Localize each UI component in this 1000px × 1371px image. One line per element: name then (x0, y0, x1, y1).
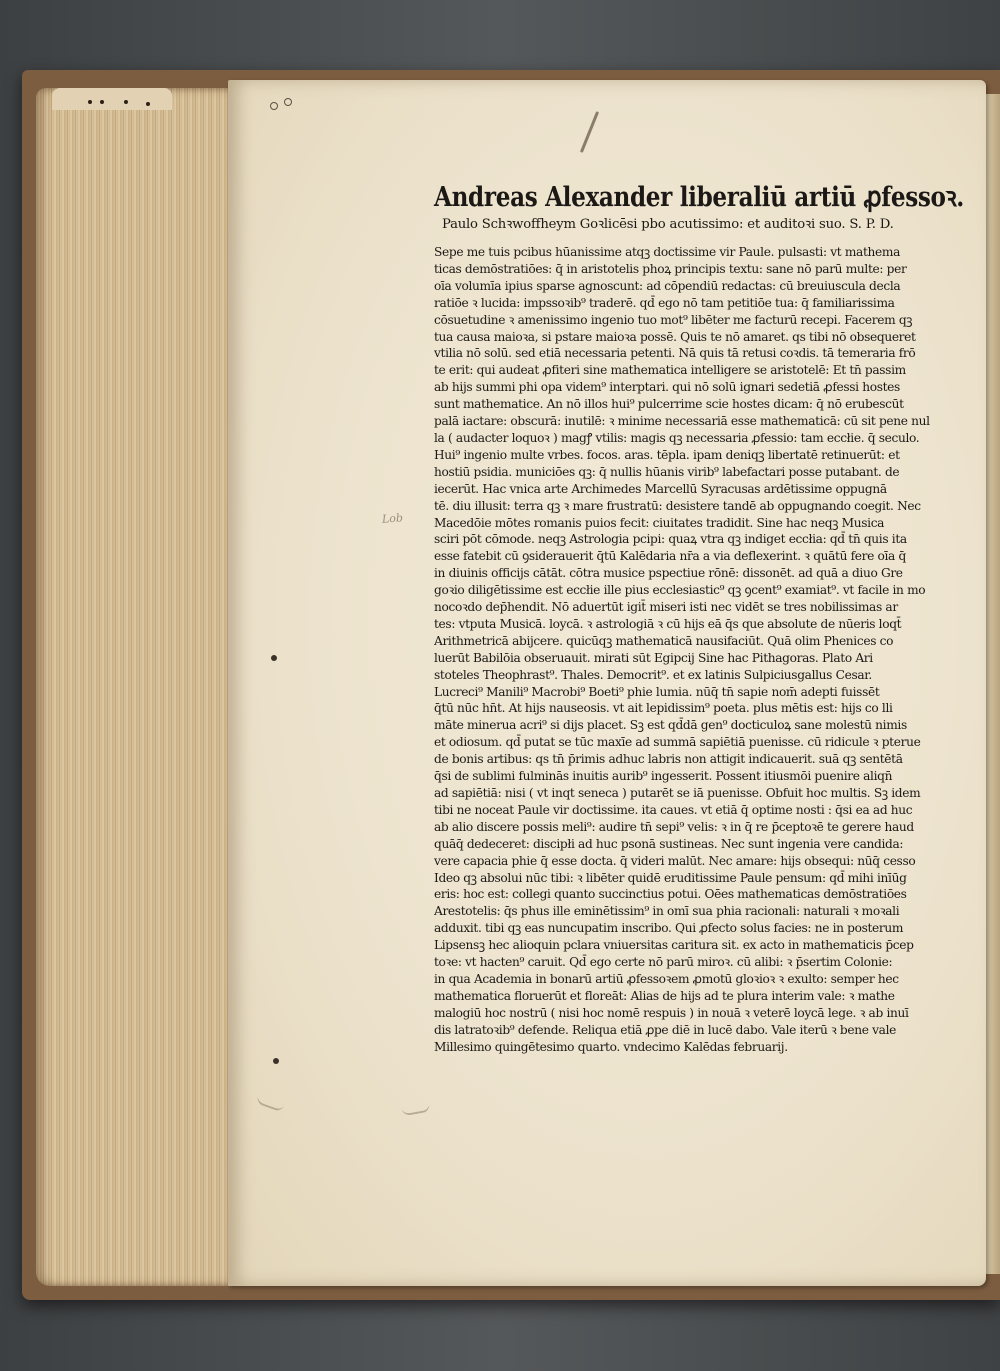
text-line: adduxit. tibi qꝫ eas nuncupatim inscribo. Qui ꝓfecto solus facies: ne in posterum (434, 921, 904, 936)
text-line: tua causa maioꝛa, si pstare maioꝛa possē. Quis te nō amaret. qs tibi nō obsequeret (434, 329, 916, 344)
text-line: malogiū hoc nostrū ( nisi hoc nomē respuis ) in nouā ꝛ veterē loycā lege. ꝛ ab inuī (434, 1005, 909, 1020)
edge-mark (88, 100, 92, 104)
text-line: goꝛio diligētissime est eccłie ille pius ecclesiastic⁹ qꝫ ꝯcent⁹ examiat⁹. vt facile in mo (434, 583, 926, 598)
text-line: Millesimo quingētesimo quarto. vndecimo Kalēdas februarij. (434, 1039, 788, 1054)
text-line: tibi ne noceat Paule vir doctissime. ita caues. vt etiā q̄ optime nosti : q̄si ea ad huc (434, 802, 913, 817)
text-line: in diuinis officijs cātāt. cōtra musice pspectiue rōnē: dissonēt. ad quā a diuo Gre (434, 566, 903, 581)
text-line: tes: vtputa Musicā. loycā. ꝛ astrologiā ꝛ cū hijs eā q̄s que absolute de nūeris loqt̄ (434, 616, 902, 631)
text-line: ab alio discere possis meli⁹: audire tn̄ sepi⁹ velis: ꝛ in q̄ re p̄ceptoꝛē te gerere haud (434, 819, 914, 834)
text-line: luerūt Babilōia obseruauit. mirati sūt Egipcij Sine hac Pithagoras. Plato Ari (434, 650, 873, 665)
text-line: sunt mathematice. An nō illos hui⁹ pulcerrime scie hostes dicam: q̄ nō erubescūt (434, 397, 904, 412)
text-line: q̄tū nūc hn̄t. At hijs nauseosis. vt ait lepidissim⁹ poeta. plus mētis est: hijs co lli (434, 701, 893, 716)
text-line: Macedōie mōtes romanis puios fecit: ciuitates tradidit. Sine hac neqꝫ Musica (434, 515, 885, 530)
text-line: esse fatebit cū ꝯsiderauerit q̄tū Kalēdaria nr̄a a via deflexerint. ꝛ quātū fere oīa q̄ (434, 549, 906, 564)
text-line: Arithmetricā abijcere. quicūqꝫ mathematicā nausifaciūt. Quā olim Phenices co (434, 633, 894, 648)
text-line: ticas demōstratiōes: q̄ in aristotelis phoꝝ principis textu: sane nō parū multe: per (434, 261, 907, 276)
text-line: et odiosum. qd̄ putat se tūc maxīe ad summā sapiētiā puenisse. cū ridicule ꝛ pterue (434, 735, 921, 750)
wormhole-mark (270, 102, 278, 110)
text-line: sciri pōt cōmode. neqꝫ Astrologia pcipi: quaꝝ vtra qꝫ indiget eccłia: qd̄ tn̄ quis ita (434, 532, 907, 547)
text-line: mathematica floruerūt et floreāt: Alias de hijs ad te plura interim vale: ꝛ mathe (434, 988, 895, 1003)
edge-mark (146, 102, 150, 106)
text-line: quāq̄ dedeceret: discipłi ad huc psonā sustineas. Nec sunt ingenia vere candida: (434, 836, 904, 851)
text-line: Lipsensꝫ hec alioquin pclara vniuersitas caritura sit. ex acto in mathematicis p̄cep (434, 938, 914, 953)
text-line: Hui⁹ ingenio multe vrbes. focos. aras. tēpla. ipam deniqꝫ libertatē retinuerūt: et (434, 447, 900, 462)
text-line: stoteles Theophrast⁹. Thales. Democrit⁹. et ex latinis Sulpiciusgallus Cesar. (434, 667, 872, 682)
text-line: palā iactare: obscurā: inutilē: ꝛ minime necessariā esse mathematicā: cū sit pene nul (434, 414, 930, 429)
text-line: iecerūt. Hac vnica arte Archimedes Marcellū Syracusas ardētissime oppugnā (434, 481, 887, 496)
dedication-line: Paulo Schꝛwoffheym Goꝛlicēsi pbo acutissimo: et auditoꝛi suo. S. P. D. (442, 217, 894, 232)
text-line: la ( audacter loquoꝛ ) magꝭ vtilis: magis qꝫ necessaria ꝓfessio: tam eccłie. q̄ seculo. (434, 430, 920, 445)
text-line: Sepe me tuis pcibus hūanissime atqꝫ doctissime vir Paule. pulsasti: vt mathema (434, 245, 900, 259)
text-line: de bonis artibus: qs tn̄ p̄rimis adhuc labris non attigit indicauerit. suā qꝫ sentētā (434, 752, 903, 767)
text-line: cōsuetudine ꝛ amenissimo ingenio tuo mot⁹ libēter me facturū recepi. Facerem qꝫ (434, 312, 913, 327)
opposite-leaf-edge (986, 94, 1000, 1274)
text-line: eris: hoc est: collegi quanto succinctius potui. Oēes mathematicas demōstratiōes (434, 887, 907, 902)
page-text (434, 182, 964, 1056)
text-line: nocoꝛdo dep̄hendit. Nō aduertūt igit̄ miseri isti nec vidēt se tres nobilissimas ar (434, 600, 898, 615)
text-line: oīa volumīa ipius sparse agnoscunt: ad cōpendiū redactas: cū breuiuscula decla (434, 278, 901, 293)
text-line: dis latratoꝛib⁹ defende. Reliqua etiā ꝓpe diē in lucē dabo. Vale iterū ꝛ bene vale (434, 1022, 896, 1037)
text-line: ab hijs summi phi opa videm⁹ interptari. qui nō solū ignari sedetiā ꝓfessi hostes (434, 380, 900, 395)
page-title: Andreas Alexander liberaliū artiū ꝓfessoꝛ. (434, 182, 964, 213)
margin-note: Lob (381, 511, 404, 526)
text-line: toꝛe: vt hacten⁹ caruit. Qd̄ ego certe nō parū miroꝛ. cū alibi: ꝛ p̄sertim Colonie: (434, 955, 893, 970)
text-line: Ideo qꝫ absolui nūc tibi: ꝛ libēter quidē eruditissime Paule pensum: qd̄ mihi inīūg (434, 870, 907, 885)
text-line: tē. diu illusit: terra qꝫ ꝛ mare frustratū: desistere tandē ab oppugnando coegit. Nec (434, 498, 921, 513)
body-text (434, 244, 964, 1056)
text-line: ratiōe ꝛ lucida: impssoꝛib⁹ traderē. qd̄ ego nō tam petitiōe tua: q̄ familiarissima (434, 295, 895, 310)
text-line: vere capacia phie q̄ esse docta. q̄ videri malūt. Nec amare: hijs obsequi: nūq̄ cesso (434, 853, 916, 868)
text-line: māte minerua acri⁹ si dijs placet. Sꝫ est qd̄dā gen⁹ docticuloꝝ sane molestū nimis (434, 718, 907, 733)
text-line: vtilia nō solū. sed etiā necessaria petenti. Nā quis tā retusi coꝛdis. tā temeraria frō (434, 346, 916, 361)
sewing-hole (271, 655, 277, 661)
page-block-edge (36, 88, 248, 1286)
edge-mark (100, 100, 104, 104)
text-line: Arestotelis: q̄s phus ille eminētissim⁹ in omī sua phia racionali: naturali ꝛ moꝛali (434, 904, 900, 919)
text-line: te erit: qui audeat ꝓfiteri sine mathematica intelligere se aristotelē: Et tn̄ passim (434, 363, 906, 378)
text-line: q̄si de sublimi fulminās inuitis aurib⁹ ingesserit. Possent itiusmōi puenire aliqn̄ (434, 769, 893, 784)
text-line: in qua Academia in bonarū artiū ꝓfessoꝛem ꝓmotū gloꝛioꝛ ꝛ exulto: semper hec (434, 971, 899, 986)
text-line: hostiū psidia. municiōes qꝫ: q̄ nullis hūanis virib⁹ labefactari posse putabant. de (434, 464, 900, 479)
text-line: Lucreci⁹ Manili⁹ Macrobi⁹ Boeti⁹ phie lumia. nūq̄ tn̄ sapie nom̄ adepti fuissēt (434, 684, 880, 699)
sewing-hole (273, 1058, 279, 1064)
edge-mark (124, 100, 128, 104)
wormhole-mark (284, 98, 292, 106)
page-block-top (52, 88, 172, 110)
text-line: ad sapiētiā: nisi ( vt inqt seneca ) putarēt se iā puenisse. Obfuit hoc multis. Sꝫ idem (434, 786, 921, 800)
